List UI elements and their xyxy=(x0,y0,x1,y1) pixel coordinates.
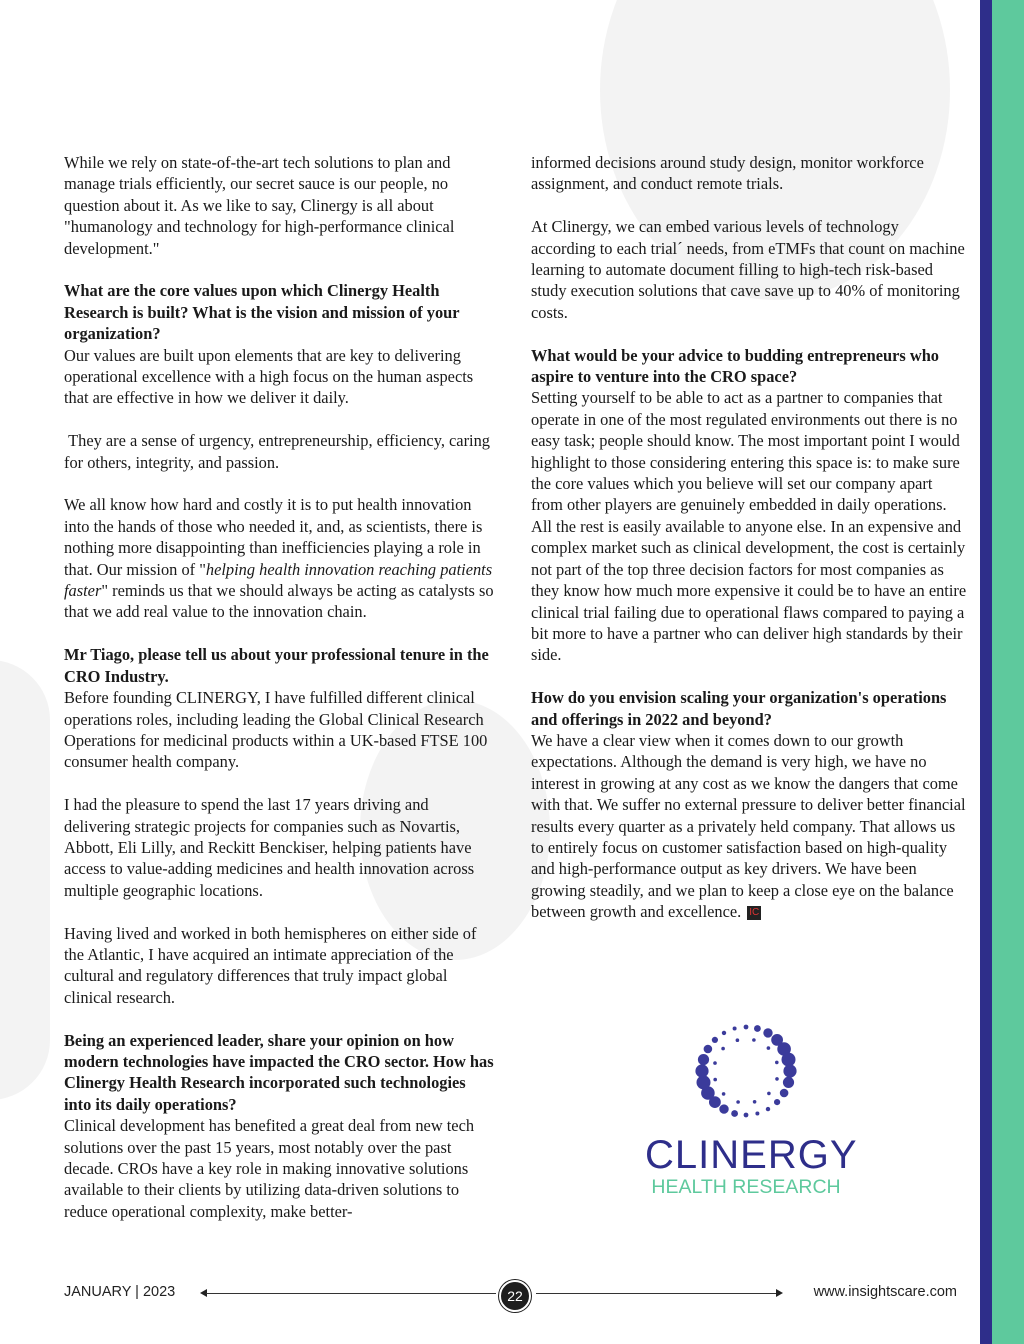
paragraph: Clinical development has benefited a great deal from new tech solutions over the past 15 years, most notably over the past decade. CROs have a key role in making innovative solutions available to their clients by utilizing data-driven solutions to reduce operational complexity, make better- xyxy=(64,1116,475,1221)
logo-subtitle: HEALTH RESEARCH xyxy=(651,1176,841,1198)
side-stripe-navy xyxy=(980,0,992,1344)
clinergy-logo xyxy=(645,1015,858,1205)
question-heading: What are the core values upon which Clinergy Health Research is built? What is the vision and mission of your organization? xyxy=(64,281,460,344)
text-span: We have a clear view when it comes down to our growth expectations. Although the demand is very high, we have no interest in growing at any cost as we know the dangers that come with that. We suffer no external pressure to deliver better financial results every quarter as a privately held company. That allows us to entirely focus on customer satisfaction based on high-quality and high-performance output as key drivers. We have been growing steadily, and we plan to keep a close eye on the balance between growth and excellence. xyxy=(531,730,966,922)
paragraph xyxy=(64,494,496,622)
paragraph: Setting yourself to be able to act as a partner to companies that operate in one of the most regulated environments out there is no easy task; people should know. The most important point I would highlight to those considering entering this space is: to make sure the core values which you believe will set our company apart from other players are genuinely embedded in daily operations. All the rest is easily available to anyone else. In an expensive and complex market such as clinical development, the cost is certainly not part of the top three decision factors for most companies as they know how much more expensive it could be to have an entire clinical trial failing due to operational flaws compared to paying a bit more to have a partner who can deliver high standards by their side. xyxy=(531,388,967,665)
question-heading: How do you envision scaling your organization's operations and offerings in 2022 and beyond? xyxy=(531,688,947,729)
logo-dot-ring-icon xyxy=(645,1015,847,1127)
paragraph: Our values are built upon elements that are key to delivering operational excellence with a high focus on the human aspects that are effective in how we deliver it daily. xyxy=(64,345,474,408)
page-footer xyxy=(64,1280,957,1308)
text-span: We all know how hard and costly it is to put health innovation into the hands of those who needed it, and, as scientists, there is nothing more disappointing than inefficiencies playing a role in that. Our mission of " xyxy=(64,495,483,579)
paragraph xyxy=(531,730,967,923)
background-circle-left xyxy=(0,660,50,1100)
page-number: 22 xyxy=(499,1280,531,1312)
footer-date: JANUARY | 2023 xyxy=(64,1284,176,1300)
right-column xyxy=(531,152,967,944)
paragraph: I had the pleasure to spend the last 17 years driving and delivering strategic projects for companies such as Novartis, Abbott, Eli Lilly, and Reckitt Benckiser, helping patients have access to value-adding medicines and health innovation across multiple geographic locations. xyxy=(64,795,475,900)
footer-divider xyxy=(536,1293,776,1294)
question-heading: Mr Tiago, please tell us about your professional tenure in the CRO Industry. xyxy=(64,645,489,686)
logo-name: CLINERGY xyxy=(645,1133,858,1177)
question-heading: What would be your advice to budding entrepreneurs who aspire to venture into the CRO space? xyxy=(531,345,940,387)
footer-website-link[interactable]: www.insightscare.com xyxy=(813,1284,957,1300)
paragraph: At Clinergy, we can embed various levels of technology according to each trial´ needs, from eTMFs that count on machine learning to automate document filling to high-tech risk-based study execution solutions that cave save up to 40% of monitoring costs. xyxy=(531,217,965,322)
question-heading: Being an experienced leader, share your opinion on how modern technologies have impacted the CRO sector. How has Clinergy Health Research incorporated such technologies into its daily operations? xyxy=(64,1030,494,1114)
arrow-right-icon xyxy=(776,1289,783,1297)
mission-quote: helping health innovation reaching patients faster xyxy=(64,559,493,601)
text-span: " reminds us that we should always be acting as catalysts so that we add real value to the innovation chain. xyxy=(64,581,494,622)
paragraph: They are a sense of urgency, entrepreneurship, efficiency, caring for others, integrity, and passion. xyxy=(64,431,495,472)
paragraph: Before founding CLINERGY, I have fulfilled different clinical operations roles, including leading the Global Clinical Research Operations for medicinal products within a UK-based FTSE 100 consumer health company. xyxy=(64,688,488,772)
paragraph: informed decisions around study design, monitor workforce assignment, and conduct remote trials. xyxy=(531,153,924,194)
side-stripe-green xyxy=(992,0,1024,1344)
left-column xyxy=(64,152,496,1244)
footer-divider xyxy=(206,1293,496,1294)
paragraph: Having lived and worked in both hemispheres on either side of the Atlantic, I have acquired an intimate appreciation of the cultural and regulatory differences that truly impact global clinical research. xyxy=(64,923,477,1007)
paragraph: While we rely on state-of-the-art tech solutions to plan and manage trials efficiently, our secret sauce is our people, no question about it. As we like to say, Clinergy is all about "humanology and technology for high-performance clinical development." xyxy=(64,153,455,258)
end-mark-icon: IC xyxy=(749,907,760,919)
